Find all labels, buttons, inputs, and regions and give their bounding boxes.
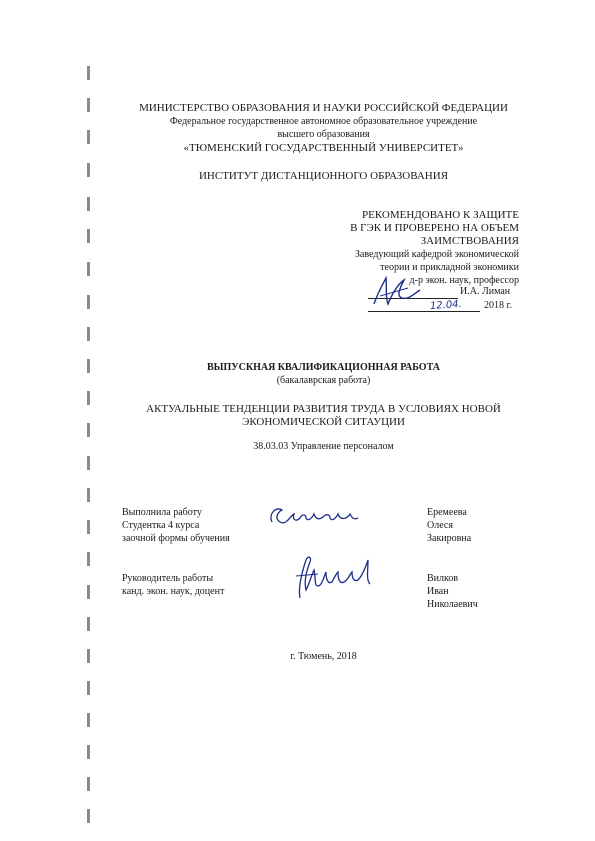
binding-mark <box>87 809 90 823</box>
head-name: И.А. Лиман <box>460 286 511 297</box>
education-level: высшего образования <box>277 129 370 140</box>
university-type: Федеральное государственное автономное образовательное учреждение <box>169 116 478 127</box>
date-day-line <box>368 311 480 312</box>
supervisor-label-2: канд. экон. наук, доцент <box>122 586 225 597</box>
approval-line-1: РЕКОМЕНДОВАНО К ЗАЩИТЕ <box>362 209 519 221</box>
supervisor-surname: Вилков <box>427 573 459 584</box>
work-subtitle: (бакалаврская работа) <box>276 375 371 386</box>
approval-line-3: ЗАИМСТВОВАНИЯ <box>420 235 519 247</box>
binding-mark <box>87 681 90 695</box>
supervisor-first-name: Иван <box>427 586 449 597</box>
binding-mark <box>87 585 90 599</box>
approval-position-1: Заведующий кафедрой экономической <box>354 249 519 260</box>
specialty: 38.03.03 Управление персоналом <box>253 441 394 452</box>
binding-mark <box>87 295 90 309</box>
student-signature <box>266 502 362 532</box>
student-first-name: Олеся <box>427 520 453 531</box>
binding-mark <box>87 229 90 243</box>
binding-mark <box>87 262 90 276</box>
binding-mark <box>87 327 90 341</box>
binding-mark <box>87 66 90 80</box>
university-name: «ТЮМЕНСКИЙ ГОСУДАРСТВЕННЫЙ УНИВЕРСИТЕТ» <box>183 142 464 154</box>
work-topic-line-1: АКТУАЛЬНЫЕ ТЕНДЕНЦИИ РАЗВИТИЯ ТРУДА В УСЛОВИЯХ НОВОЙ <box>146 403 501 415</box>
binding-mark <box>87 197 90 211</box>
city-year: г. Тюмень, 2018 <box>290 651 357 662</box>
student-surname: Еремеева <box>427 507 467 518</box>
date-year: 2018 г. <box>484 300 512 311</box>
approval-line-2: В ГЭК И ПРОВЕРЕНО НА ОБЪЕМ <box>350 222 519 234</box>
binding-mark <box>87 617 90 631</box>
institute-name: ИНСТИТУТ ДИСТАНЦИОННОГО ОБРАЗОВАНИЯ <box>198 170 449 182</box>
date-handwritten: 12.04. <box>429 298 463 313</box>
approval-degree: д-р экон. наук, профессор <box>409 275 519 286</box>
student-label-1: Выполнила работу <box>122 507 202 518</box>
supervisor-patronymic: Николаевич <box>427 599 478 610</box>
supervisor-signature <box>288 552 384 602</box>
student-label-3: заочной формы обучения <box>122 533 230 544</box>
approval-position-2: теории и прикладной экономики <box>380 262 519 273</box>
supervisor-label-1: Руководитель работы <box>122 573 214 584</box>
binding-mark <box>87 520 90 534</box>
binding-mark <box>87 552 90 566</box>
ministry-name: МИНИСТЕРСТВО ОБРАЗОВАНИЯ И НАУКИ РОССИЙСКОЙ ФЕДЕРАЦИИ <box>139 102 508 114</box>
work-topic-line-2: ЭКОНОМИЧЕСКОЙ СИТАУЦИИ <box>242 416 405 428</box>
head-signature <box>368 274 428 310</box>
student-label-2: Студентка 4 курса <box>122 520 200 531</box>
binding-mark <box>87 456 90 470</box>
binding-mark <box>87 745 90 759</box>
binding-mark <box>87 713 90 727</box>
binding-mark <box>87 777 90 791</box>
student-patronymic: Закировна <box>427 533 472 544</box>
work-title: ВЫПУСКНАЯ КВАЛИФИКАЦИОННАЯ РАБОТА <box>207 362 440 373</box>
binding-mark <box>87 488 90 502</box>
